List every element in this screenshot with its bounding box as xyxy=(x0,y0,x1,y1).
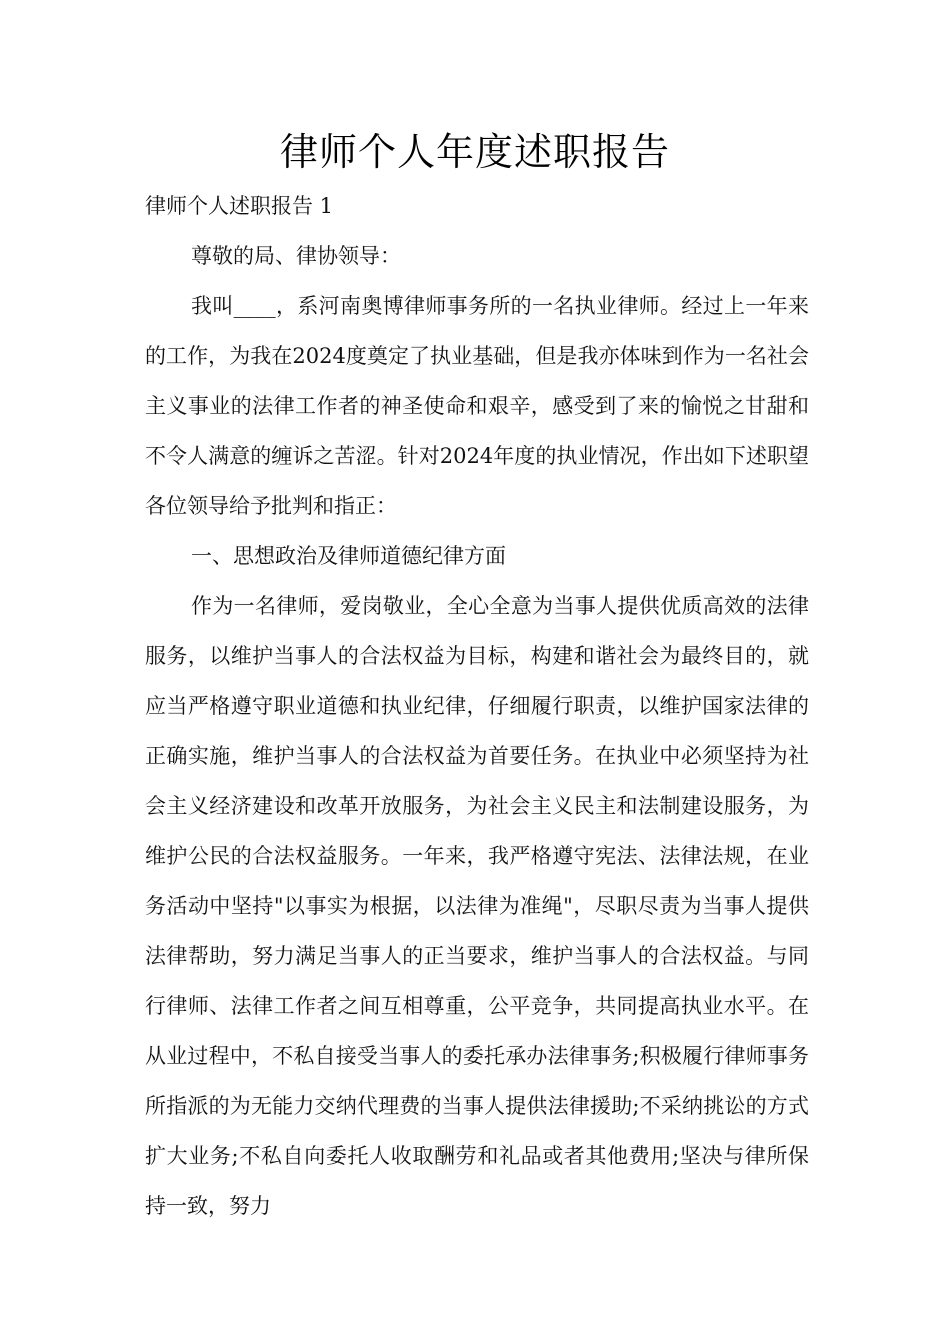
page-title: 律师个人年度述职报告 xyxy=(279,130,670,174)
salutation-paragraph: 尊敬的局、律协领导： xyxy=(191,244,401,268)
document-body xyxy=(145,181,809,1231)
report-subtitle: 律师个人述职报告 1 xyxy=(145,194,334,218)
body-paragraph: 作为一名律师，爱岗敬业，全心全意为当事人提供优质高效的法律服务，以维护当事人的合法权益为目标，构建和谐社会为最终目的，就应当严格遵守职业道德和执业纪律，仔细履行职责，以维护国家法律的正确实施，维护当事人的合法权益为首要任务。在执业中必须坚持为社会主义经济建设和改革开放服务，为社会主义民主和法制建设服务，为维护公民的合法权益服务。一年来，我严格遵守宪法、法律法规，在业务活动中坚持"以事实为根据，以法律为准绳"，尽职尽责为当事人提供法律帮助，努力满足当事人的正当要求，维护当事人的合法权益。与同行律师、法律工作者之间互相尊重，公平竞争，共同提高执业水平。在从业过程中，不私自接受当事人的委托承办法律事务;积极履行律师事务所指派的为无能力交纳代理费的当事人提供法律援助;不采纳挑讼的方式扩大业务;不私自向委托人收取酬劳和礼品或者其他费用;坚决与律所保持一致，努力 xyxy=(145,594,809,1218)
intro-paragraph: 我叫____，系河南奥博律师事务所的一名执业律师。经过上一年来的工作，为我在2024度奠定了执业基础，但是我亦体味到作为一名社会主义事业的法律工作者的神圣使命和艰辛，感受到了来的愉悦之甘甜和不令人满意的缠诉之苦涩。针对2024年度的执业情况，作出如下述职望各位领导给予批判和指正： xyxy=(145,294,809,518)
section-heading: 一、思想政治及律师道德纪律方面 xyxy=(191,544,506,568)
